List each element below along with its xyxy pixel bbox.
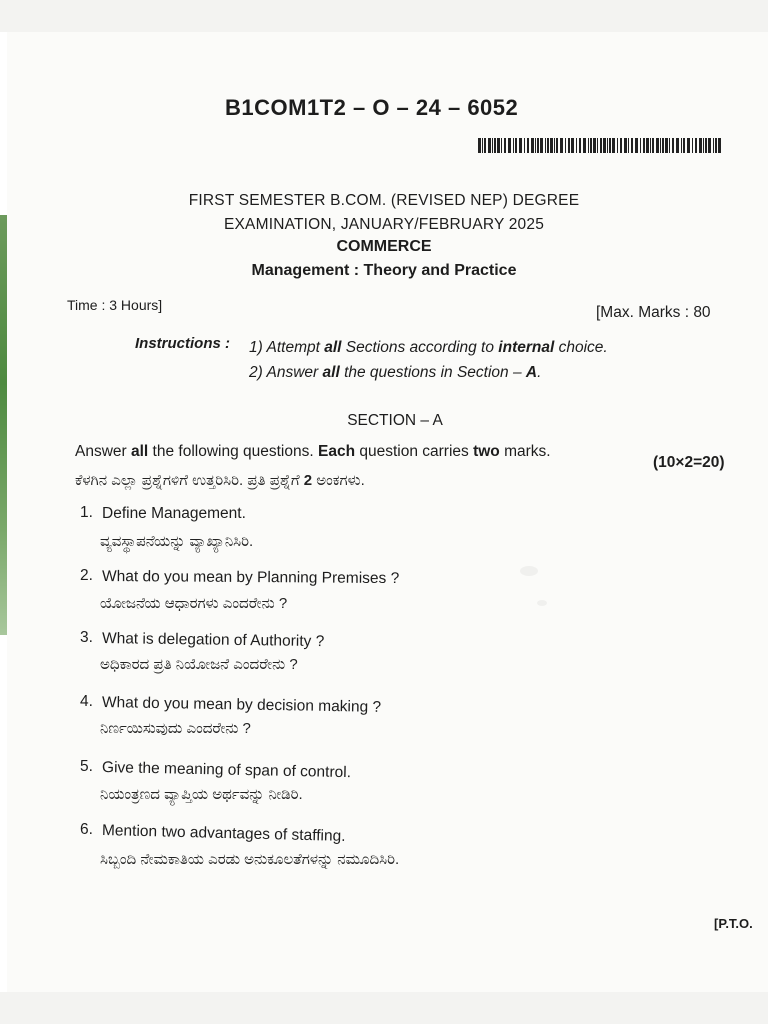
section-instr-text: the following questions. xyxy=(148,443,318,460)
instruction-emphasis: internal xyxy=(498,339,555,356)
question-text-kannada: ವ್ಯವಸ್ಥಾಪನೆಯನ್ನು ವ್ಯಾಖ್ಯಾನಿಸಿರಿ. xyxy=(100,533,254,550)
section-instr-emphasis: two xyxy=(473,443,500,460)
max-marks: [Max. Marks : 80 xyxy=(596,304,711,321)
instruction-number: 1) xyxy=(249,339,263,356)
section-instr-emphasis: all xyxy=(131,443,149,460)
question-text: Define Management. xyxy=(102,505,246,522)
kannada-text: ಅಂಕಗಳು. xyxy=(312,472,365,489)
question-text-kannada: ಅಧಿಕಾರದ ಪ್ರತಿ ನಿಯೋಜನೆ ಎಂದರೇನು ? xyxy=(100,656,298,673)
question-text: What is delegation of Authority ? xyxy=(101,630,325,651)
question-text: What do you mean by Planning Premises ? xyxy=(101,568,400,588)
instruction-text: Sections according to xyxy=(341,339,499,356)
section-a-title: SECTION – A xyxy=(347,412,443,429)
paper-code: B1COM1T2 – O – 24 – 6052 xyxy=(225,95,519,120)
exam-heading-line-2: EXAMINATION, JANUARY/FEBRUARY 2025 xyxy=(223,216,545,233)
question-number: 4. xyxy=(80,693,93,710)
instruction-text: Answer xyxy=(262,364,323,381)
question-text-kannada: ಸಿಬ್ಬಂದಿ ನೇಮಕಾತಿಯ ಎರಡು ಅನುಕೂಲತೆಗಳನ್ನು ನಮೂದಿಸಿರಿ. xyxy=(100,851,400,868)
question-text-kannada: ಯೋಜನೆಯ ಆಧಾರಗಳು ಎಂದರೇನು ? xyxy=(100,595,288,612)
question-text-kannada: ನಿಯಂತ್ರಣದ ವ್ಯಾಪ್ತಿಯ ಅರ್ಥವನ್ನು ನೀಡಿರಿ. xyxy=(100,786,303,803)
question-number: 5. xyxy=(80,758,93,775)
section-marks: (10×2=20) xyxy=(653,454,725,471)
instruction-emphasis: A xyxy=(525,364,538,381)
barcode xyxy=(478,138,722,153)
instruction-text: choice. xyxy=(554,339,608,356)
question-text: Mention two advantages of staffing. xyxy=(101,822,346,845)
subject-title: COMMERCE xyxy=(336,238,432,255)
scan-top-margin xyxy=(0,0,768,32)
question-number: 2. xyxy=(80,567,93,584)
instructions-label: Instructions : xyxy=(135,335,231,352)
instruction-emphasis: all xyxy=(322,364,340,381)
section-instr-emphasis: Each xyxy=(317,443,356,460)
question-text: What do you mean by decision making ? xyxy=(101,694,382,716)
section-instructions xyxy=(75,443,551,461)
kannada-text: ಕೆಳಗಿನ ಎಲ್ಲಾ ಪ್ರಶ್ನೆಗಳಿಗೆ ಉತ್ತರಿಸಿರಿ. ಪ್ರತಿ ಪ್ರಶ್ನೆಗೆ xyxy=(75,472,304,489)
instruction-1 xyxy=(249,339,608,357)
time-allowed: Time : 3 Hours] xyxy=(67,297,163,313)
paper-title: Management : Theory and Practice xyxy=(251,262,517,279)
question-number: 6. xyxy=(80,821,93,838)
section-instr-text: marks. xyxy=(499,443,551,460)
scan-bottom-margin xyxy=(0,992,768,1024)
paper-smudge xyxy=(537,600,547,606)
section-instr-text: Answer xyxy=(75,443,131,460)
instruction-2 xyxy=(249,364,541,382)
instruction-text: the questions in Section – xyxy=(339,364,526,381)
section-instr-text: question carries xyxy=(355,443,474,460)
question-text-kannada: ನಿರ್ಣಯಿಸುವುದು ಎಂದರೇನು ? xyxy=(100,720,251,737)
instruction-text: . xyxy=(537,364,542,381)
instruction-number: 2) xyxy=(249,364,263,381)
question-number: 1. xyxy=(80,504,93,521)
instruction-emphasis: all xyxy=(324,339,342,356)
please-turn-over: [P.T.O. xyxy=(714,916,753,931)
section-instructions-kannada xyxy=(75,472,365,489)
exam-heading-line-1: FIRST SEMESTER B.COM. (REVISED NEP) DEGREE xyxy=(188,192,580,209)
kannada-emphasis: 2 xyxy=(303,472,313,489)
question-number: 3. xyxy=(80,629,93,646)
instruction-text: Attempt xyxy=(262,339,325,356)
paper-smudge xyxy=(520,566,538,576)
question-text: Give the meaning of span of control. xyxy=(101,759,352,782)
